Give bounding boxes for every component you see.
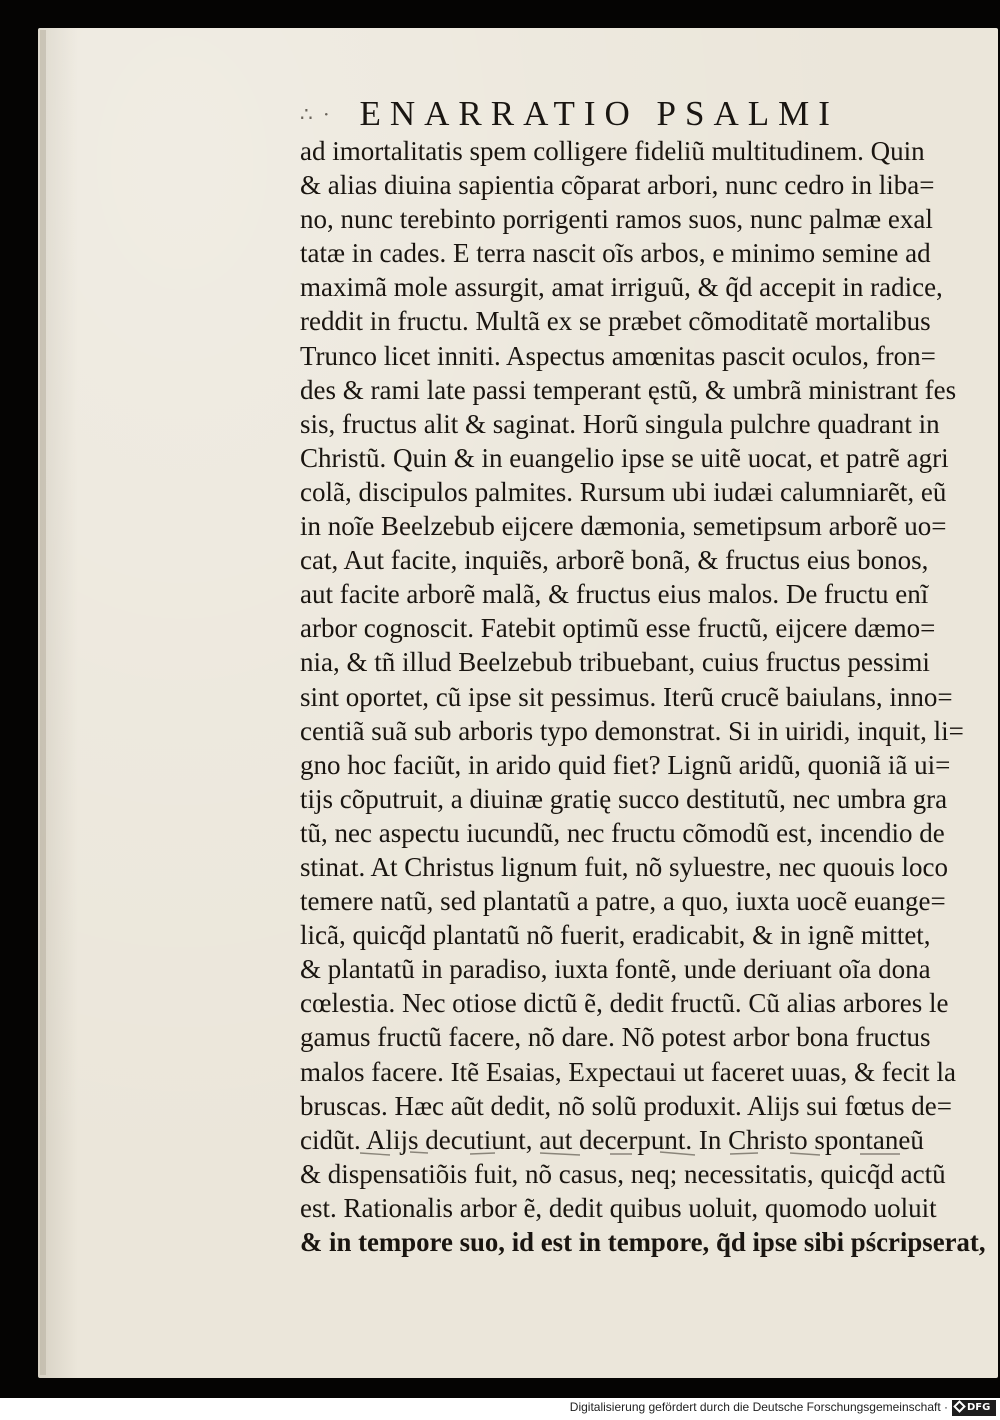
ink-smudge-marks bbox=[300, 1145, 980, 1165]
text-line: Christũ. Quin & in euangelio ipse se uitẽ uocat, et patrẽ agri bbox=[300, 442, 949, 473]
text-line: temere natũ, sed plantatũ a patre, a quo, iuxta uocẽ euange= bbox=[300, 886, 946, 917]
text-line: in noĩe Beelzebub eijcere dæmonia, semetipsum arborẽ uo= bbox=[300, 511, 947, 542]
text-line: licã, quicq̃d plantatũ nõ fuerit, eradicabit, & in ignẽ mittet, bbox=[300, 920, 931, 951]
footer-bar bbox=[0, 1398, 1000, 1420]
text-line: est. Rationalis arbor ẽ, dedit quibus uoluit, quomodo uoluit bbox=[300, 1192, 937, 1223]
text-line: gno hoc faciũt, in arido quid fiet? Lignũ aridũ, quoniã iã ui= bbox=[300, 749, 951, 780]
text-line: aut facite arborẽ malã, & fructus eius malos. De fructu enĩ bbox=[300, 579, 929, 610]
text-line: sis, fructus alit & saginat. Horũ singula pulchre quadrant in bbox=[300, 408, 940, 439]
text-line: maximã mole assurgit, amat irriguũ, & q̃d accepit in radice, bbox=[300, 272, 943, 303]
text-line: colã, discipulos palmites. Rursum ubi iudæi calumniarẽt, eũ bbox=[300, 476, 947, 507]
text-line: malos facere. Itẽ Esaias, Expectaui ut faceret uuas, & fecit la bbox=[300, 1056, 956, 1087]
text-line: cidũt. Alijs decutiunt, aut decerpunt. In Christo spontaneũ bbox=[300, 1124, 924, 1155]
text-line: no, nunc terebinto porrigenti ramos suos, nunc palmæ exal bbox=[300, 204, 933, 235]
running-header bbox=[300, 90, 960, 138]
text-line: stinat. At Christus lignum fuit, nõ syluestre, nec quouis loco bbox=[300, 851, 948, 882]
text-line: nia, & tñ illud Beelzebub tribuebant, cuius fructus pessimi bbox=[300, 647, 930, 678]
header-title: ENARRATIO PSALMI bbox=[359, 94, 839, 133]
body-text bbox=[300, 134, 986, 1259]
text-line: tatæ in cades. E terra nascit oĩs arbos, e minimo semine ad bbox=[300, 238, 931, 269]
text-line: reddit in fructu. Multã ex se præbet cõmoditatẽ mortalibus bbox=[300, 306, 931, 337]
text-line: centiã suã sub arboris typo demonstrat. Si in uiridi, inquit, li= bbox=[300, 715, 964, 746]
text-line: Trunco licet inniti. Aspectus amœnitas pascit oculos, fron= bbox=[300, 340, 936, 371]
text-line: & in tempore suo, id est in tempore, q̃d ipse sibi pścripserat, bbox=[300, 1227, 986, 1257]
text-line: tijs cõputruit, a diuinæ gratię succo destitutũ, nec umbra gra bbox=[300, 783, 948, 814]
text-line: tũ, nec aspectu iucundũ, nec fructu cõmodũ est, incendio de bbox=[300, 817, 945, 848]
text-line: bruscas. Hæc aũt dedit, nõ solũ produxit. Alijs sui fœtus de= bbox=[300, 1090, 952, 1121]
page-edge bbox=[40, 30, 46, 1375]
dfg-diamond-icon bbox=[953, 1400, 966, 1413]
text-line: & dispensatiõis fuit, nõ casus, neq; necessitatis, quicq̃d actũ bbox=[300, 1158, 946, 1189]
dfg-logo bbox=[952, 1400, 996, 1416]
text-line: ad imortalitatis spem colligere fideliũ multitudinem. Quin bbox=[300, 136, 925, 166]
text-line: gamus fructũ facere, nõ dare. Nõ potest arbor bona fructus bbox=[300, 1022, 931, 1053]
text-line: cœlestia. Nec otiose dictũ ẽ, dedit fructũ. Cũ alias arbores le bbox=[300, 988, 949, 1019]
text-line: cat, Aut facite, inquiẽs, arborẽ bonã, & fructus eius bonos, bbox=[300, 545, 929, 576]
text-line: & alias diuina sapientia cõparat arbori, nunc cedro in liba= bbox=[300, 170, 935, 201]
text-line: sint oportet, cũ ipse sit pessimus. Iterũ crucẽ baiulans, inno= bbox=[300, 681, 953, 712]
footer-credit: Digitalisierung gefördert durch die Deutsche Forschungsgemeinschaft · bbox=[569, 1400, 948, 1414]
text-line: arbor cognoscit. Fatebit optimũ esse fructũ, eijcere dæmo= bbox=[300, 613, 936, 644]
header-ornament-icon: ∴ · bbox=[300, 102, 332, 126]
text-line: & plantatũ in paradiso, iuxta fontẽ, unde deriuant oĩa dona bbox=[300, 954, 931, 985]
text-line: des & rami late passi temperant ęstũ, & umbrã ministrant fes bbox=[300, 374, 957, 405]
dfg-logo-text: DFG bbox=[967, 1402, 991, 1413]
